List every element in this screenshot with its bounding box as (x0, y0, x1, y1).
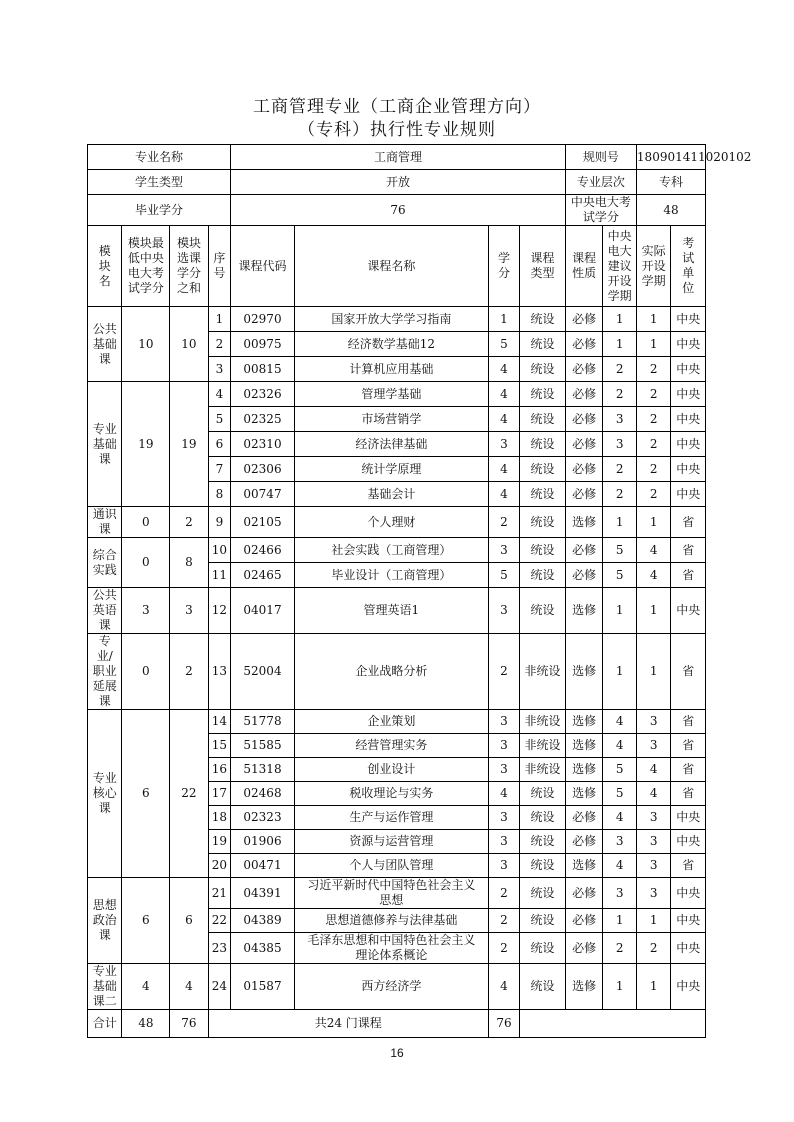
course-nature-cell: 必修 (565, 909, 603, 933)
total-blank-cell (520, 1010, 706, 1038)
header-course-name: 课程名称 (294, 226, 488, 307)
seq-cell: 16 (208, 758, 230, 782)
course-type-cell: 非统设 (520, 758, 566, 782)
course-name-cell: 社会实践（工商管理） (294, 538, 488, 563)
course-nature-cell: 必修 (565, 878, 603, 909)
total-elective-sum: 76 (170, 1010, 209, 1038)
actual-term-cell: 3 (636, 854, 670, 878)
credit-cell: 3 (488, 588, 519, 634)
suggested-term-cell: 1 (603, 307, 637, 332)
course-type-cell: 非统设 (520, 710, 566, 734)
actual-term-cell: 4 (636, 758, 670, 782)
table-row (88, 307, 706, 332)
course-type-cell: 统设 (520, 357, 566, 382)
suggested-term-cell: 3 (603, 432, 637, 457)
seq-cell: 1 (208, 307, 230, 332)
course-name-cell: 思想道德修养与法律基础 (294, 909, 488, 933)
credit-cell: 5 (488, 332, 519, 357)
module-name-cell: 综合实践 (88, 538, 122, 588)
credit-cell: 3 (488, 854, 519, 878)
course-name-cell: 管理英语1 (294, 588, 488, 634)
course-nature-cell: 选修 (565, 507, 603, 538)
suggested-term-cell: 5 (603, 758, 637, 782)
course-name-cell: 税收理论与实务 (294, 782, 488, 806)
course-nature-cell: 选修 (565, 854, 603, 878)
module-min-credits-cell: 3 (122, 588, 170, 634)
suggested-term-cell: 2 (603, 933, 637, 964)
total-label: 合计 (88, 1010, 122, 1038)
module-elective-sum-cell: 22 (170, 710, 209, 878)
actual-term-cell: 2 (636, 432, 670, 457)
course-code-cell: 00471 (231, 854, 295, 878)
course-nature-cell: 必修 (565, 457, 603, 482)
credit-cell: 2 (488, 507, 519, 538)
credit-cell: 5 (488, 563, 519, 588)
actual-term-cell: 1 (636, 634, 670, 710)
suggested-term-cell: 2 (603, 357, 637, 382)
header-suggested-term: 中央电大建议开设学期 (603, 226, 637, 307)
header-exam-unit: 考试单位 (671, 226, 706, 307)
course-nature-cell: 必修 (565, 563, 603, 588)
seq-cell: 13 (208, 634, 230, 710)
course-type-cell: 统设 (520, 482, 566, 507)
course-code-cell: 04385 (231, 933, 295, 964)
actual-term-cell: 1 (636, 507, 670, 538)
credit-cell: 4 (488, 482, 519, 507)
course-type-cell: 非统设 (520, 634, 566, 710)
module-min-credits-cell: 19 (122, 382, 170, 507)
header-code: 课程代码 (231, 226, 295, 307)
actual-term-cell: 3 (636, 710, 670, 734)
exam-unit-cell: 省 (671, 782, 706, 806)
course-code-cell: 51778 (231, 710, 295, 734)
seq-cell: 10 (208, 538, 230, 563)
seq-cell: 21 (208, 878, 230, 909)
actual-term-cell: 1 (636, 964, 670, 1010)
module-elective-sum-cell: 2 (170, 634, 209, 710)
table-row (88, 382, 706, 407)
course-nature-cell: 必修 (565, 482, 603, 507)
exam-unit-cell: 省 (671, 538, 706, 563)
table-row (88, 634, 706, 710)
course-code-cell: 02310 (231, 432, 295, 457)
credit-cell: 3 (488, 830, 519, 854)
table-row (88, 878, 706, 909)
suggested-term-cell: 2 (603, 482, 637, 507)
total-row (88, 1010, 706, 1038)
course-code-cell: 01906 (231, 830, 295, 854)
exam-unit-cell: 省 (671, 734, 706, 758)
module-name-cell: 通识课 (88, 507, 122, 538)
actual-term-cell: 4 (636, 563, 670, 588)
seq-cell: 11 (208, 563, 230, 588)
exam-unit-cell: 省 (671, 507, 706, 538)
credit-cell: 3 (488, 734, 519, 758)
credit-cell: 3 (488, 538, 519, 563)
course-nature-cell: 选修 (565, 588, 603, 634)
program-rules-table (87, 144, 752, 1038)
course-code-cell: 02323 (231, 806, 295, 830)
module-name-cell: 专业核心课 (88, 710, 122, 878)
grad-credits-label: 毕业学分 (88, 195, 231, 226)
major-value: 工商管理 (231, 145, 566, 170)
course-type-cell: 统设 (520, 457, 566, 482)
course-name-cell: 统计学原理 (294, 457, 488, 482)
course-nature-cell: 必修 (565, 933, 603, 964)
exam-unit-cell: 中央 (671, 878, 706, 909)
course-type-cell: 统设 (520, 407, 566, 432)
course-type-cell: 统设 (520, 307, 566, 332)
exam-unit-cell: 省 (671, 854, 706, 878)
exam-unit-cell: 中央 (671, 588, 706, 634)
course-code-cell: 00815 (231, 357, 295, 382)
course-code-cell: 02465 (231, 563, 295, 588)
central-exam-label: 中央电大考试学分 (565, 195, 636, 226)
level-label: 专业层次 (565, 170, 636, 195)
credit-cell: 4 (488, 457, 519, 482)
course-code-cell: 51585 (231, 734, 295, 758)
header-module: 模块名 (88, 226, 122, 307)
course-type-cell: 统设 (520, 830, 566, 854)
exam-unit-cell: 中央 (671, 457, 706, 482)
info-row-credits (88, 195, 706, 226)
suggested-term-cell: 1 (603, 964, 637, 1010)
course-code-cell: 02970 (231, 307, 295, 332)
exam-unit-cell: 中央 (671, 830, 706, 854)
actual-term-cell: 2 (636, 457, 670, 482)
header-min-credits: 模块最低中央电大考试学分 (122, 226, 170, 307)
suggested-term-cell: 5 (603, 563, 637, 588)
actual-term-cell: 4 (636, 782, 670, 806)
course-name-cell: 计算机应用基础 (294, 357, 488, 382)
course-type-cell: 非统设 (520, 734, 566, 758)
actual-term-cell: 2 (636, 407, 670, 432)
suggested-term-cell: 2 (603, 382, 637, 407)
course-code-cell: 02306 (231, 457, 295, 482)
actual-term-cell: 3 (636, 878, 670, 909)
course-code-cell: 02105 (231, 507, 295, 538)
suggested-term-cell: 1 (603, 332, 637, 357)
central-exam-value: 48 (636, 195, 705, 226)
module-elective-sum-cell: 19 (170, 382, 209, 507)
table-row (88, 507, 706, 538)
actual-term-cell: 1 (636, 332, 670, 357)
document-title: 工商管理专业（工商企业管理方向） (253, 97, 541, 117)
credit-cell: 4 (488, 407, 519, 432)
exam-unit-cell: 中央 (671, 307, 706, 332)
rule-no-label: 规则号 (565, 145, 636, 170)
suggested-term-cell: 4 (603, 806, 637, 830)
actual-term-cell: 3 (636, 806, 670, 830)
suggested-term-cell: 1 (603, 909, 637, 933)
suggested-term-cell: 1 (603, 588, 637, 634)
credit-cell: 2 (488, 933, 519, 964)
course-type-cell: 统设 (520, 382, 566, 407)
seq-cell: 24 (208, 964, 230, 1010)
course-name-cell: 经济法律基础 (294, 432, 488, 457)
module-name-cell: 公共英语课 (88, 588, 122, 634)
actual-term-cell: 1 (636, 588, 670, 634)
seq-cell: 19 (208, 830, 230, 854)
course-type-cell: 统设 (520, 432, 566, 457)
document-subtitle: （专科）执行性专业规则 (298, 120, 496, 140)
exam-unit-cell: 中央 (671, 964, 706, 1010)
header-actual-term: 实际开设学期 (636, 226, 670, 307)
module-name-cell: 专业/职业延展课 (88, 634, 122, 710)
column-header-row (88, 226, 706, 307)
course-nature-cell: 选修 (565, 634, 603, 710)
course-nature-cell: 必修 (565, 407, 603, 432)
course-type-cell: 统设 (520, 782, 566, 806)
exam-unit-cell: 中央 (671, 382, 706, 407)
seq-cell: 17 (208, 782, 230, 806)
seq-cell: 6 (208, 432, 230, 457)
seq-cell: 9 (208, 507, 230, 538)
course-code-cell: 02326 (231, 382, 295, 407)
exam-unit-cell: 中央 (671, 933, 706, 964)
course-code-cell: 51318 (231, 758, 295, 782)
exam-unit-cell: 省 (671, 758, 706, 782)
course-name-cell: 经济数学基础12 (294, 332, 488, 357)
course-nature-cell: 必修 (565, 332, 603, 357)
course-type-cell: 统设 (520, 332, 566, 357)
course-type-cell: 统设 (520, 538, 566, 563)
course-name-cell: 创业设计 (294, 758, 488, 782)
course-name-cell: 经营管理实务 (294, 734, 488, 758)
total-min-credits: 48 (122, 1010, 170, 1038)
suggested-term-cell: 2 (603, 457, 637, 482)
seq-cell: 18 (208, 806, 230, 830)
suggested-term-cell: 4 (603, 854, 637, 878)
seq-cell: 8 (208, 482, 230, 507)
suggested-term-cell: 3 (603, 407, 637, 432)
module-min-credits-cell: 4 (122, 964, 170, 1010)
module-name-cell: 专业基础课 (88, 382, 122, 507)
module-name-cell: 公共基础课 (88, 307, 122, 382)
seq-cell: 5 (208, 407, 230, 432)
course-code-cell: 02468 (231, 782, 295, 806)
course-nature-cell: 必修 (565, 806, 603, 830)
module-elective-sum-cell: 2 (170, 507, 209, 538)
course-name-cell: 管理学基础 (294, 382, 488, 407)
course-name-cell: 国家开放大学学习指南 (294, 307, 488, 332)
course-nature-cell: 必修 (565, 382, 603, 407)
credit-cell: 2 (488, 634, 519, 710)
seq-cell: 7 (208, 457, 230, 482)
course-nature-cell: 必修 (565, 307, 603, 332)
exam-unit-cell: 省 (671, 563, 706, 588)
student-type-label: 学生类型 (88, 170, 231, 195)
course-name-cell: 毕业设计（工商管理） (294, 563, 488, 588)
course-name-cell: 个人理财 (294, 507, 488, 538)
suggested-term-cell: 3 (603, 830, 637, 854)
actual-term-cell: 2 (636, 357, 670, 382)
actual-term-cell: 3 (636, 734, 670, 758)
total-course-count: 共24 门课程 (208, 1010, 488, 1038)
module-min-credits-cell: 0 (122, 538, 170, 588)
course-nature-cell: 选修 (565, 758, 603, 782)
actual-term-cell: 2 (636, 933, 670, 964)
credit-cell: 4 (488, 357, 519, 382)
exam-unit-cell: 中央 (671, 909, 706, 933)
exam-unit-cell: 中央 (671, 432, 706, 457)
course-code-cell: 52004 (231, 634, 295, 710)
course-code-cell: 02466 (231, 538, 295, 563)
module-elective-sum-cell: 6 (170, 878, 209, 964)
course-name-cell: 市场营销学 (294, 407, 488, 432)
course-name-cell: 生产与运作管理 (294, 806, 488, 830)
course-code-cell: 04391 (231, 878, 295, 909)
seq-cell: 20 (208, 854, 230, 878)
course-nature-cell: 必修 (565, 357, 603, 382)
suggested-term-cell: 1 (603, 507, 637, 538)
info-row-student-type (88, 170, 706, 195)
module-elective-sum-cell: 8 (170, 538, 209, 588)
course-nature-cell: 必修 (565, 538, 603, 563)
course-type-cell: 统设 (520, 964, 566, 1010)
actual-term-cell: 3 (636, 830, 670, 854)
suggested-term-cell: 5 (603, 782, 637, 806)
course-code-cell: 01587 (231, 964, 295, 1010)
module-min-credits-cell: 6 (122, 878, 170, 964)
course-name-cell: 习近平新时代中国特色社会主义思想 (294, 878, 488, 909)
page-number: 16 (390, 1046, 404, 1060)
course-type-cell: 统设 (520, 909, 566, 933)
module-elective-sum-cell: 10 (170, 307, 209, 382)
suggested-term-cell: 1 (603, 634, 637, 710)
suggested-term-cell: 4 (603, 734, 637, 758)
course-name-cell: 企业战略分析 (294, 634, 488, 710)
course-type-cell: 统设 (520, 563, 566, 588)
course-code-cell: 00975 (231, 332, 295, 357)
header-elective-sum: 模块选课学分之和 (170, 226, 209, 307)
course-nature-cell: 必修 (565, 830, 603, 854)
total-credit: 76 (488, 1010, 519, 1038)
course-name-cell: 西方经济学 (294, 964, 488, 1010)
course-code-cell: 02325 (231, 407, 295, 432)
actual-term-cell: 1 (636, 307, 670, 332)
seq-cell: 15 (208, 734, 230, 758)
credit-cell: 3 (488, 432, 519, 457)
course-code-cell: 00747 (231, 482, 295, 507)
module-elective-sum-cell: 3 (170, 588, 209, 634)
course-code-cell: 04017 (231, 588, 295, 634)
table-row (88, 538, 706, 563)
seq-cell: 4 (208, 382, 230, 407)
seq-cell: 23 (208, 933, 230, 964)
exam-unit-cell: 中央 (671, 407, 706, 432)
course-name-cell: 个人与团队管理 (294, 854, 488, 878)
exam-unit-cell: 省 (671, 710, 706, 734)
course-type-cell: 统设 (520, 878, 566, 909)
module-name-cell: 专业基础课二 (88, 964, 122, 1010)
rule-no-value: 180901411020102 (636, 145, 705, 170)
course-name-cell: 毛泽东思想和中国特色社会主义理论体系概论 (294, 933, 488, 964)
module-min-credits-cell: 6 (122, 710, 170, 878)
seq-cell: 12 (208, 588, 230, 634)
course-type-cell: 统设 (520, 588, 566, 634)
header-credit: 学分 (488, 226, 519, 307)
course-name-cell: 企业策划 (294, 710, 488, 734)
course-type-cell: 统设 (520, 933, 566, 964)
course-code-cell: 04389 (231, 909, 295, 933)
seq-cell: 2 (208, 332, 230, 357)
course-nature-cell: 选修 (565, 734, 603, 758)
credit-cell: 3 (488, 710, 519, 734)
module-min-credits-cell: 10 (122, 307, 170, 382)
actual-term-cell: 1 (636, 909, 670, 933)
actual-term-cell: 2 (636, 382, 670, 407)
student-type-value: 开放 (231, 170, 566, 195)
module-name-cell: 思想政治课 (88, 878, 122, 964)
seq-cell: 22 (208, 909, 230, 933)
credit-cell: 3 (488, 806, 519, 830)
table-row (88, 588, 706, 634)
course-name-cell: 资源与运营管理 (294, 830, 488, 854)
actual-term-cell: 2 (636, 482, 670, 507)
exam-unit-cell: 省 (671, 634, 706, 710)
actual-term-cell: 4 (636, 538, 670, 563)
suggested-term-cell: 5 (603, 538, 637, 563)
module-min-credits-cell: 0 (122, 507, 170, 538)
seq-cell: 14 (208, 710, 230, 734)
module-elective-sum-cell: 4 (170, 964, 209, 1010)
table-row (88, 710, 706, 734)
exam-unit-cell: 中央 (671, 806, 706, 830)
header-nature: 课程性质 (565, 226, 603, 307)
suggested-term-cell: 4 (603, 710, 637, 734)
credit-cell: 2 (488, 878, 519, 909)
credit-cell: 4 (488, 964, 519, 1010)
level-value: 专科 (636, 170, 705, 195)
exam-unit-cell: 中央 (671, 482, 706, 507)
credit-cell: 4 (488, 782, 519, 806)
grad-credits-value: 76 (231, 195, 566, 226)
course-nature-cell: 必修 (565, 432, 603, 457)
header-type: 课程类型 (520, 226, 566, 307)
suggested-term-cell: 3 (603, 878, 637, 909)
course-nature-cell: 选修 (565, 964, 603, 1010)
course-type-cell: 统设 (520, 507, 566, 538)
module-min-credits-cell: 0 (122, 634, 170, 710)
course-type-cell: 统设 (520, 806, 566, 830)
table-row (88, 964, 706, 1010)
course-nature-cell: 选修 (565, 782, 603, 806)
credit-cell: 4 (488, 382, 519, 407)
exam-unit-cell: 中央 (671, 332, 706, 357)
info-row-major (88, 145, 706, 170)
course-nature-cell: 选修 (565, 710, 603, 734)
major-label: 专业名称 (88, 145, 231, 170)
exam-unit-cell: 中央 (671, 357, 706, 382)
course-type-cell: 统设 (520, 854, 566, 878)
header-seq: 序号 (208, 226, 230, 307)
credit-cell: 3 (488, 758, 519, 782)
credit-cell: 2 (488, 909, 519, 933)
credit-cell: 1 (488, 307, 519, 332)
course-name-cell: 基础会计 (294, 482, 488, 507)
seq-cell: 3 (208, 357, 230, 382)
